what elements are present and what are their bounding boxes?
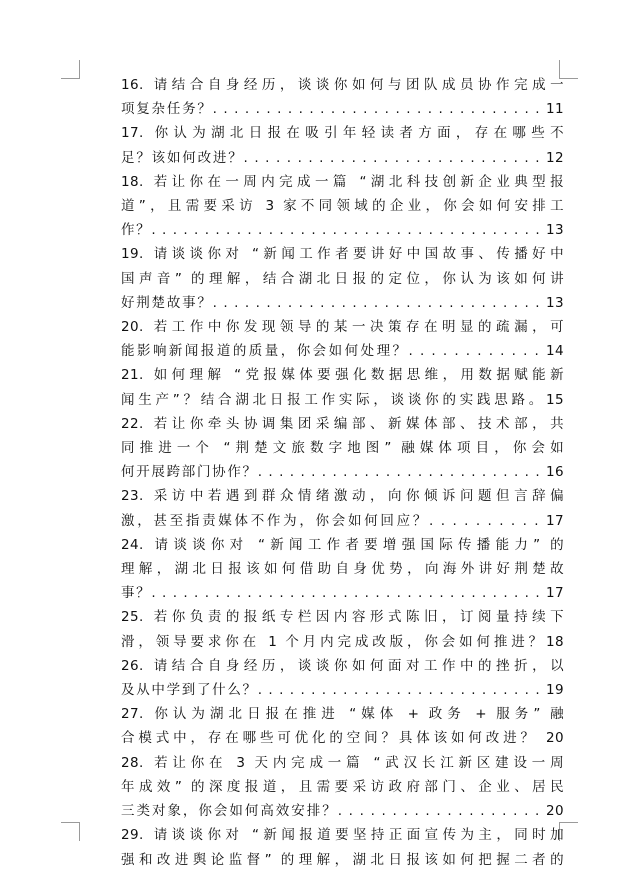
toc-page-number: 11 (546, 101, 564, 118)
toc-line-text: 好荆楚故事？. . . . . . . . . . . . . . . . . . . . . . . . . . . . . . . (121, 294, 540, 311)
toc-number: 24. (121, 536, 144, 553)
toc-line[interactable] (121, 702, 564, 726)
toc-page-number: 13 (546, 294, 564, 311)
toc-page-number: 20 (546, 730, 564, 747)
toc-page-number: 20 (546, 803, 564, 820)
toc-line-text: 激，甚至指责媒体不作为，你会如何回应？. . . . . . . . . . (121, 512, 539, 529)
toc-line-text: 年成效” 的深度报道，且需要采访政府部门、企业、居民 (121, 778, 564, 795)
toc-page-number: 12 (546, 149, 565, 166)
toc-line[interactable] (121, 170, 564, 194)
toc-line-text: 能影响新闻报道的质量，你会如何处理？. . . . . . . . . . . . (121, 343, 540, 360)
toc-number: 25. (121, 609, 144, 626)
toc-line-text: 若你负责的报纸专栏因内容形式陈旧，订阅量持续下 (149, 609, 564, 626)
toc-number: 19. (121, 246, 144, 263)
toc-line[interactable] (121, 654, 564, 678)
toc-line-text: 请谈谈你对 “新闻报道要坚持正面宣传为主，同时加 (149, 827, 564, 844)
toc-line[interactable] (121, 848, 564, 872)
toc-page-number: 17 (546, 512, 564, 529)
toc-line[interactable] (121, 533, 564, 557)
toc-line[interactable] (121, 291, 564, 315)
toc-line[interactable] (121, 460, 564, 484)
toc-line-text: 请结合自身经历，谈谈你如何面对工作中的挫折，以 (149, 657, 564, 674)
toc-line-text: 强和改进舆论监督” 的理解，湖北日报该如何把握二者的 (121, 851, 564, 868)
table-of-contents (121, 73, 564, 872)
toc-line-text: 三类对象，你会如何高效安排？. . . . . . . . . . . . . . . . . . . (121, 803, 540, 820)
toc-page-number: 16 (546, 464, 564, 481)
toc-line[interactable] (121, 557, 564, 581)
toc-number: 17. (121, 125, 144, 142)
toc-line-text: 若工作中你发现领导的某一决策存在明显的疏漏，可 (149, 319, 564, 336)
toc-number: 21. (121, 367, 144, 384)
toc-line[interactable] (121, 97, 564, 121)
toc-number: 16. (121, 77, 144, 93)
toc-number: 29. (121, 827, 144, 844)
toc-line-text: 理解，湖北日报该如何借助自身优势，向海外讲好荆楚故 (121, 561, 564, 578)
toc-number: 18. (121, 173, 144, 190)
toc-number: 20. (121, 319, 144, 336)
toc-line-text: 合模式中，存在哪些可优化的空间？具体该如何改进？ (121, 730, 538, 747)
crop-mark-top-left (61, 60, 80, 79)
toc-page-number: 17 (546, 585, 564, 602)
toc-line-text: 请结合自身经历，谈谈你如何与团队成员协作完成一 (149, 77, 564, 93)
toc-line-text: 你认为湖北日报在推进 “媒体 + 政务 + 服务” 融 (149, 706, 564, 723)
crop-mark-bottom-left (61, 822, 80, 841)
toc-line[interactable] (121, 581, 564, 605)
toc-line-text: 若让你在 3 天内完成一篇 “武汉长江新区建设一周 (149, 754, 564, 771)
toc-number: 28. (121, 754, 144, 771)
toc-line-text: 若让你在一周内完成一篇 “湖北科技创新企业典型报 (149, 173, 564, 190)
toc-line[interactable] (121, 146, 564, 170)
toc-line-text: 足？该如何改进？. . . . . . . . . . . . . . . . . . . . . . . . . . . . (121, 149, 540, 166)
toc-line[interactable] (121, 823, 564, 847)
toc-line-text: 同推进一个 “荆楚文旅数字地图” 融媒体项目，你会如 (121, 440, 564, 457)
toc-line[interactable] (121, 73, 564, 97)
toc-page-number: 18 (546, 633, 564, 650)
toc-line[interactable] (121, 509, 564, 533)
toc-page-number: 19 (546, 682, 564, 699)
toc-line-text: 及从中学到了什么？. . . . . . . . . . . . . . . . . . . . . . . . . . . (121, 682, 541, 699)
toc-line-text: 请谈谈你对 “新闻工作者要讲好中国故事、传播好中 (149, 246, 564, 263)
toc-line-text: 若让你牵头协调集团采编部、新媒体部、技术部，共 (149, 415, 564, 432)
toc-line[interactable] (121, 751, 564, 775)
toc-line[interactable] (121, 484, 564, 508)
toc-line[interactable] (121, 339, 564, 363)
toc-line-text: 采访中若遇到群众情绪激动，向你倾诉问题但言辞偏 (149, 488, 564, 505)
toc-line[interactable] (121, 726, 564, 750)
toc-line-text: 何开展跨部门协作？. . . . . . . . . . . . . . . . . . . . . . . . . . . (121, 464, 541, 481)
toc-line[interactable] (121, 799, 564, 823)
toc-line[interactable] (121, 630, 564, 654)
toc-line-text: 你认为湖北日报在吸引年轻读者方面，存在哪些不 (149, 125, 564, 142)
toc-line[interactable] (121, 605, 564, 629)
toc-line-text: 闻生产”？结合湖北日报工作实际，谈谈你的实践思路。 (121, 391, 547, 408)
toc-number: 23. (121, 488, 144, 505)
toc-line[interactable] (121, 436, 564, 460)
toc-page-number: 14 (546, 343, 564, 360)
toc-line-text: 作？. . . . . . . . . . . . . . . . . . . . . . . . . . . . . . . . . . . . . (121, 222, 541, 239)
toc-line[interactable] (121, 242, 564, 266)
toc-line-text: 国声音” 的理解，结合湖北日报的定位，你认为该如何讲 (121, 270, 564, 287)
toc-line[interactable] (121, 218, 564, 242)
toc-number: 27. (121, 706, 144, 723)
toc-number: 26. (121, 657, 144, 674)
toc-line-text: 事？. . . . . . . . . . . . . . . . . . . . . . . . . . . . . . . . . . . . . (121, 585, 541, 602)
toc-line[interactable] (121, 775, 564, 799)
toc-line[interactable] (121, 194, 564, 218)
toc-line[interactable] (121, 388, 564, 412)
toc-line[interactable] (121, 267, 564, 291)
toc-line-text: 如何理解 “党报媒体要强化数据思维，用数据赋能新 (149, 367, 564, 384)
toc-line-text: 请谈谈你对 “新闻工作者要增强国际传播能力” 的 (149, 536, 564, 553)
toc-line[interactable] (121, 121, 564, 145)
toc-line[interactable] (121, 315, 564, 339)
toc-page-number: 13 (546, 222, 564, 239)
toc-line-text: 滑，领导要求你在 1 个月内完成改版，你会如何推进？ (121, 633, 547, 650)
toc-line[interactable] (121, 678, 564, 702)
toc-line-text: 项复杂任务？. . . . . . . . . . . . . . . . . . . . . . . . . . . . . . . (121, 101, 540, 118)
toc-line[interactable] (121, 363, 564, 387)
toc-line-text: 道”，且需要采访 3 家不同领域的企业，你会如何安排工 (121, 198, 564, 215)
toc-number: 22. (121, 415, 144, 432)
toc-line[interactable] (121, 412, 564, 436)
toc-page-number: 15 (546, 391, 564, 408)
